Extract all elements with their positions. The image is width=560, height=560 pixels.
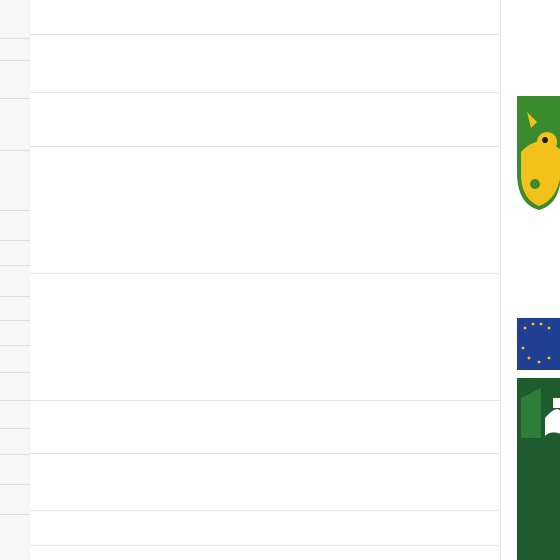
eu-banner-top[interactable] xyxy=(517,0,560,28)
eu-banner-2[interactable] xyxy=(517,318,560,370)
sidebar-divider xyxy=(0,484,30,485)
sidebar-divider xyxy=(0,150,30,151)
row-divider xyxy=(30,545,500,546)
sidebar-divider xyxy=(0,428,30,429)
logo-graphic-icon xyxy=(517,378,560,448)
sidebar-divider xyxy=(0,400,30,401)
sidebar-divider xyxy=(0,514,30,515)
sidebar-divider xyxy=(0,60,30,61)
sidebar-divider xyxy=(0,345,30,346)
row-divider xyxy=(30,92,500,93)
sidebar-divider xyxy=(0,320,30,321)
row-divider xyxy=(30,453,500,454)
sidebar-divider xyxy=(0,98,30,99)
crest-icon[interactable] xyxy=(517,92,560,212)
sidebar-divider xyxy=(0,296,30,297)
row-divider xyxy=(30,273,500,274)
row-divider xyxy=(30,34,500,35)
eu-stars-icon xyxy=(517,318,560,370)
sidebar-divider xyxy=(0,240,30,241)
sidebar-divider xyxy=(0,210,30,211)
row-divider xyxy=(30,146,500,147)
sidebar-divider xyxy=(0,454,30,455)
left-sidebar xyxy=(0,0,31,560)
sidebar-divider xyxy=(0,372,30,373)
sidebar-divider xyxy=(0,38,30,39)
row-divider xyxy=(30,400,500,401)
sidebar-divider xyxy=(0,265,30,266)
row-divider xyxy=(30,510,500,511)
lehota-logo-banner[interactable] xyxy=(517,378,560,560)
right-sidebar xyxy=(500,0,560,560)
article-content xyxy=(30,0,500,560)
